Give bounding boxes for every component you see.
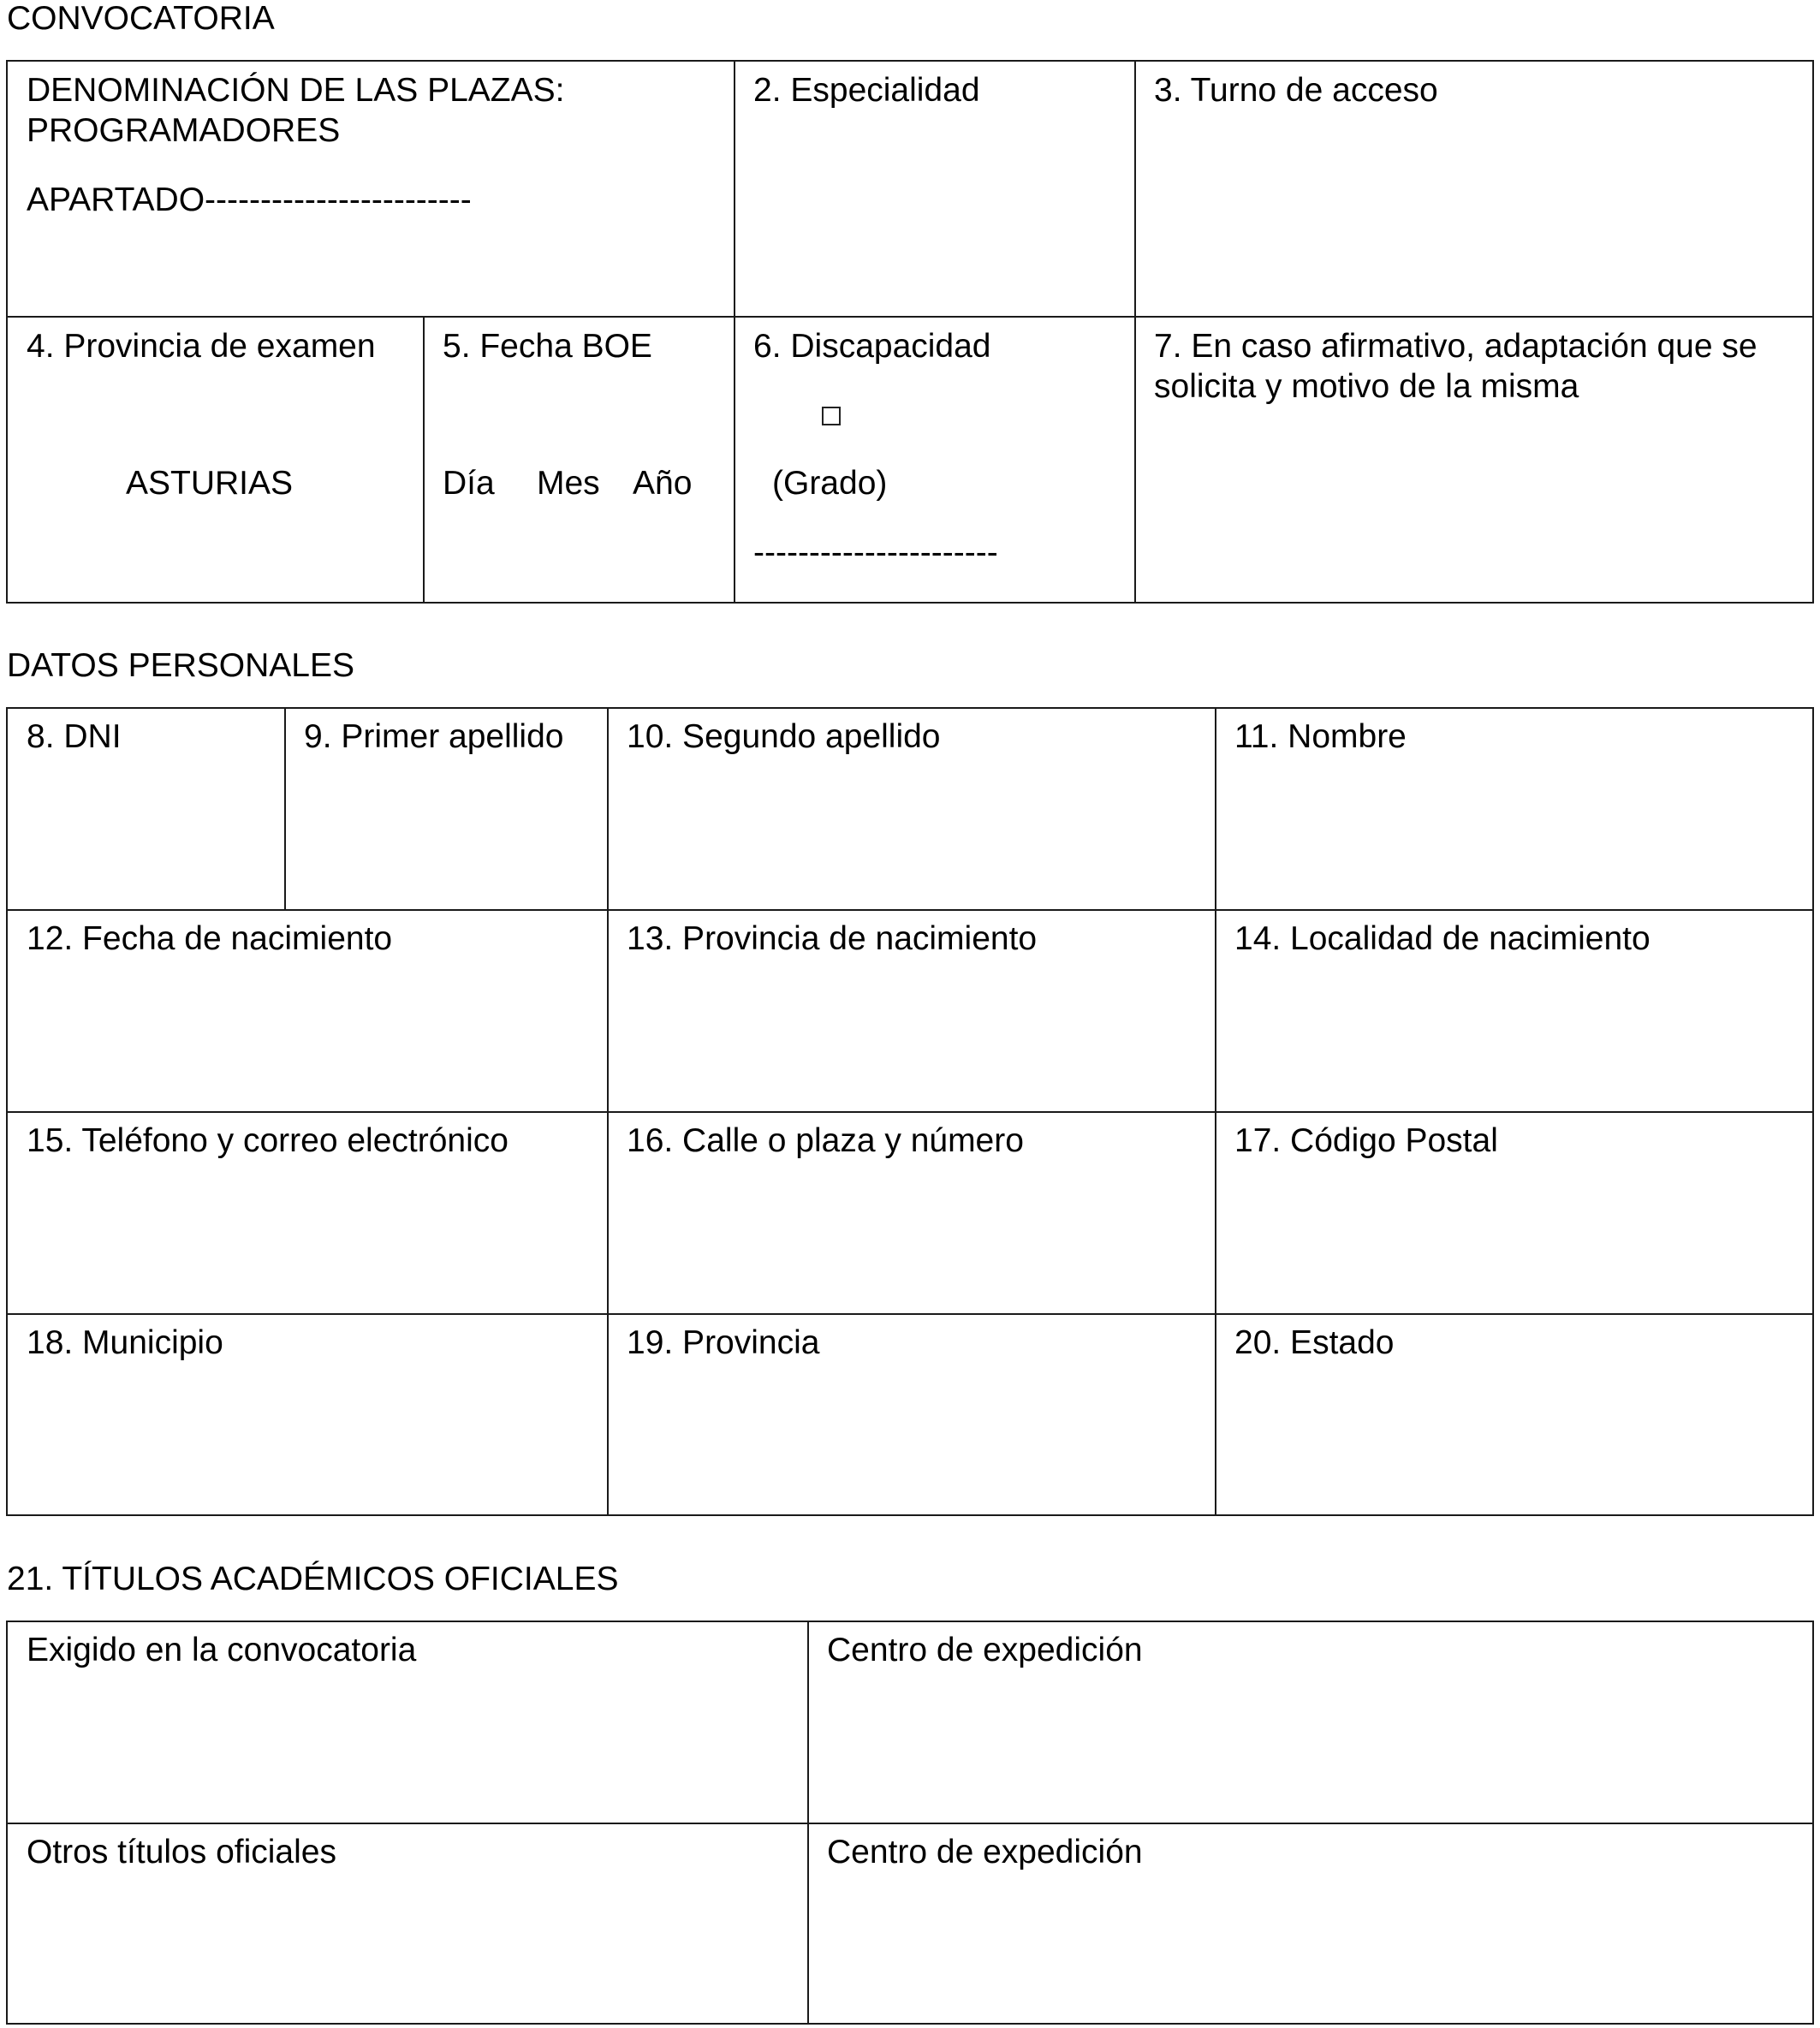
titulos-section-title: 21. TÍTULOS ACADÉMICOS OFICIALES [7,1561,619,1597]
apartado-field[interactable]: APARTADO------------------------ [27,181,472,218]
convocatoria-col-divider-3 [423,316,425,604]
provincia-nacimiento-label: 13. Provincia de nacimiento [627,920,1038,957]
convocatoria-col-divider-1 [734,60,735,604]
discapacidad-checkbox[interactable] [822,407,841,425]
turno-acceso-label: 3. Turno de acceso [1154,72,1438,109]
otros-titulos-label: Otros títulos oficiales [27,1834,336,1870]
municipio-label: 18. Municipio [27,1324,223,1361]
titulos-row-divider [6,1823,1814,1824]
datos-col-divider-b [1215,707,1216,1516]
centro-expedicion-label-1: Centro de expedición [827,1632,1143,1668]
telefono-correo-label: 15. Teléfono y correo electrónico [27,1122,509,1159]
datos-row-divider-1 [6,909,1814,911]
titulos-col-divider [807,1621,809,2025]
datos-col-divider-a [607,707,609,1516]
calle-label: 16. Calle o plaza y número [627,1122,1024,1159]
datos-col-divider-dni [284,707,286,909]
provincia-examen-label: 4. Provincia de examen [27,328,376,365]
primer-apellido-label: 9. Primer apellido [304,718,564,755]
fecha-boe-anio[interactable]: Año [633,465,693,502]
plazas-label: DENOMINACIÓN DE LAS PLAZAS: [27,72,565,109]
discapacidad-label: 6. Discapacidad [753,328,991,365]
nombre-label: 11. Nombre [1234,718,1407,755]
plazas-value[interactable]: PROGRAMADORES [27,112,341,149]
datos-row-divider-2 [6,1111,1814,1113]
localidad-nacimiento-label: 14. Localidad de nacimiento [1234,920,1650,957]
datos-row-divider-3 [6,1313,1814,1315]
dni-label: 8. DNI [27,718,122,755]
convocatoria-col-divider-2 [1134,60,1136,604]
especialidad-label: 2. Especialidad [753,72,980,109]
convocatoria-row-divider [6,316,1814,318]
codigo-postal-label: 17. Código Postal [1234,1122,1498,1159]
fecha-boe-mes[interactable]: Mes [537,465,600,502]
estado-label: 20. Estado [1234,1324,1395,1361]
provincia-examen-value[interactable]: ASTURIAS [126,465,294,502]
grado-field[interactable]: ---------------------- [753,534,998,571]
datos-personales-section-title: DATOS PERSONALES [7,647,355,684]
provincia-label: 19. Provincia [627,1324,820,1361]
adaptacion-label: 7. En caso afirmativo, adaptación que se solicita y motivo de la misma [1154,328,1758,405]
convocatoria-section-title: CONVOCATORIA [7,0,275,37]
fecha-boe-label: 5. Fecha BOE [443,328,652,365]
grado-label: (Grado) [772,465,888,502]
exigido-label: Exigido en la convocatoria [27,1632,417,1668]
centro-expedicion-label-2: Centro de expedición [827,1834,1143,1870]
fecha-nacimiento-label: 12. Fecha de nacimiento [27,920,393,957]
fecha-boe-dia[interactable]: Día [443,465,495,502]
segundo-apellido-label: 10. Segundo apellido [627,718,941,755]
